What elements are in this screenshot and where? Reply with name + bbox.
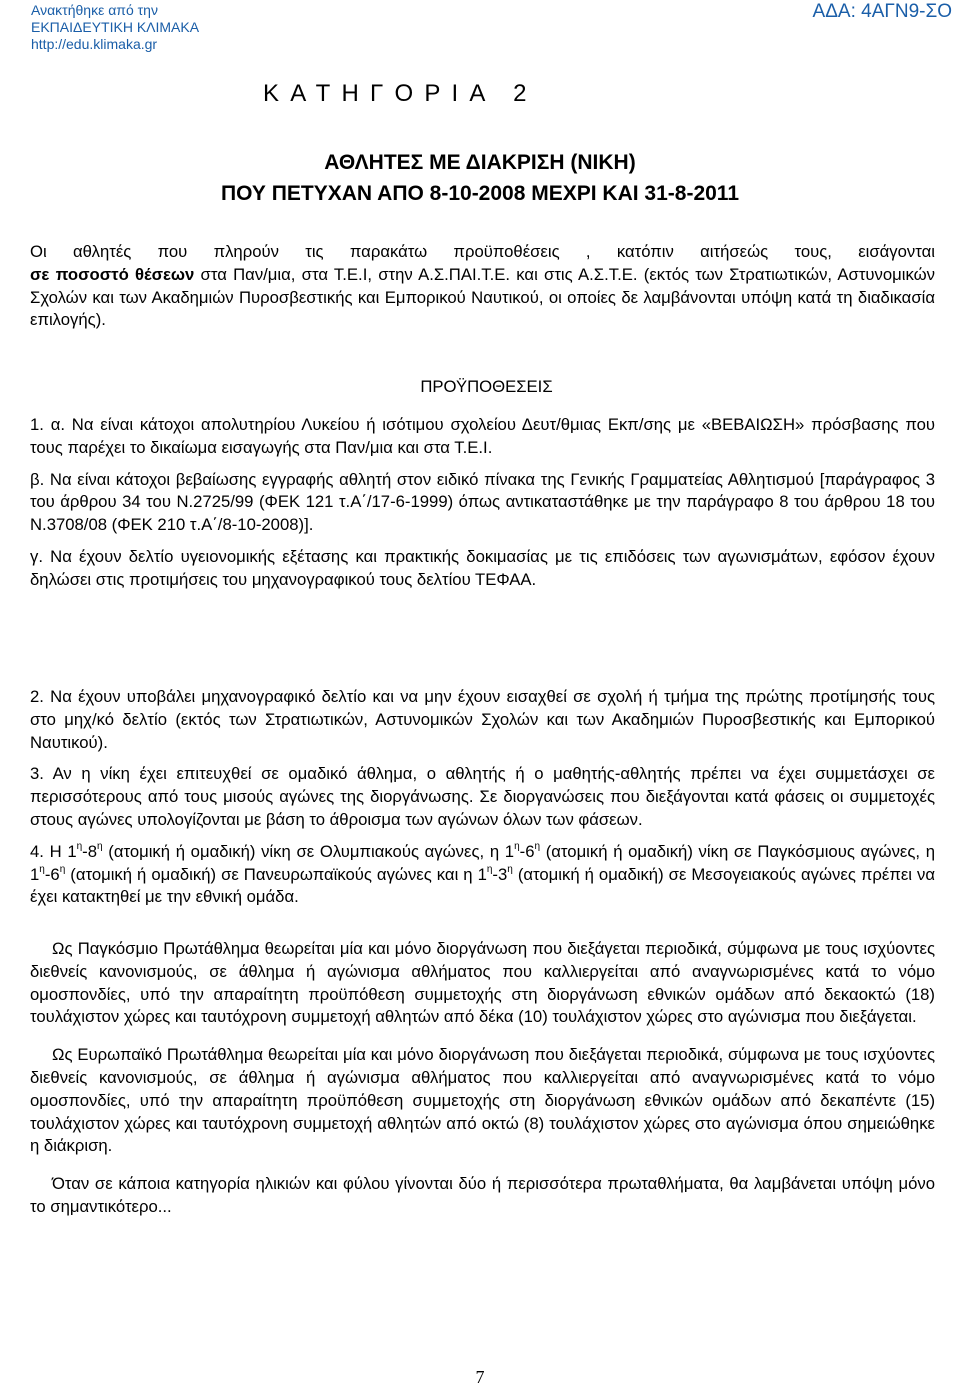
superscript: η (507, 863, 513, 875)
source-attribution (31, 2, 199, 53)
ada-code: ΑΔΑ: 4ΑΓΝ9-ΣΟ (812, 1, 952, 22)
condition-1c: γ. Να έχουν δελτίο υγειονομικής εξέτασης και πρακτικής δοκιμασίας με τις επιδόσεις των αγωνισμάτων, εφόσον έχουν δηλώσει στις προτιμήσεις του μηχανογραφικού τους δελτίου ΤΕΦΑΑ. (30, 546, 935, 589)
intro-paragraph (30, 241, 935, 332)
superscript: η (97, 840, 103, 852)
intro-line-1: Οι αθλητές που πληρούν τις παρακάτω προϋποθέσεις , κατόπιν αιτήσεώς τους, εισάγονται (30, 242, 935, 261)
superscript: η (534, 840, 541, 852)
superscript: η (39, 863, 45, 875)
title-line-1: ΑΘΛΗΤΕΣ ΜΕ ΔΙΑΚΡΙΣΗ (ΝΙΚΗ) (324, 151, 636, 174)
condition-1 (30, 414, 935, 592)
superscript: η (76, 840, 83, 852)
condition-3: 3. Αν η νίκη έχει επιτευχθεί σε ομαδικό άθλημα, ο αθλητής ή ο μαθητής-αθλητής πρέπει να έχει συμμετάσχει σε περισσότερους από τους μισούς αγώνες της διοργάνωσης. Σε διοργανώσεις που διεξάγονται κατά φάσεις οι συμμετοχές στους αγώνες υπολογίζονται με βάση το άθροισμα των αγώνων όλων των φάσεων. (30, 764, 935, 829)
intro-bold: σε ποσοστό θέσεων (30, 264, 195, 284)
definitions (30, 938, 935, 1219)
world-championship-paragraph: Ως Παγκόσμιο Πρωτάθλημα θεωρείται μία και μόνο διοργάνωση που διεξάγεται περιοδικά, σύμφωνα με τους ισχύοντες διεθνείς κανονισμούς, σε άθλημα ή αγώνισμα αθλήματος που καλλιεργείται από αναγνωρισμένες κατά το νόμο ομοσπονδίες, υπό την απαραίτητη προϋπόθεση συμμετοχής στη διοργάνωση εθνικών ομάδων από δεκαοκτώ (18) τουλάχιστον χώρες και ταυτόχρονη συμμετοχή αθλητών από δέκα (10) τουλάχιστον χώρες στο αγώνισμα που διεξάγεται. (30, 939, 935, 1027)
source-line-1: Ανακτήθηκε από την (31, 2, 158, 18)
condition-4: 4. Η $1^\eta-8^\eta$ (ατομική ή ομαδική) νίκη σε Ολυμπιακούς αγώνες, η $1^\eta-6^\eta$ (ατομική ή ομαδική) νίκη σε Παγκόσμιους αγώνες, η $1^\eta-6^\eta$ (ατομική ή ομαδική) σε Πανευρωπαϊκούς αγώνες και η $1^\eta-3^\eta$ (ατομική ή ομαδική) σε Μεσογειακούς αγώνες πρέπει να έχει κατακτηθεί με την εθνική ομάδα. (30, 840, 935, 907)
title-line-2: ΠΟΥ ΠΕΤΥΧΑΝ ΑΠΟ 8-10-2008 ΜΕΧΡΙ ΚΑΙ 31-8-2011 (221, 182, 739, 205)
closing-paragraph: Όταν σε κάποια κατηγορία ηλικιών και φύλου γίνονται δύο ή περισσότερα πρωταθλήματα, θα λαμβάνεται υπόψη μόνο το σημαντικότερο... (30, 1174, 935, 1216)
conditions-heading: ΠΡΟΫΠΟΘΕΣΕΙΣ (420, 377, 553, 396)
superscript: η (514, 840, 520, 852)
condition-1b: β. Να είναι κάτοχοι βεβαίωσης εγγραφής αθλητή στον ειδικό πίνακα της Γενικής Γραμματείας Αθλητισμού [παράγραφος 3 του άρθρου 34 του Ν.2725/99 (ΦΕΚ 121 τ.Α΄/17-6-1999) όπως αντικαταστάθηκε με την παράγραφο 8 του άρθρου 18 του Ν.3708/08 (ΦΕΚ 210 τ.Α΄/8-10-2008)]. (30, 469, 935, 535)
category-heading: ΚΑΤΗΓΟΡΙΑ 2 (263, 80, 538, 107)
source-line-2: ΕΚΠΑΙΔΕΥΤΙΚΗ ΚΛΙΜΑΚΑ (31, 19, 200, 35)
condition-1a: 1. α. Να είναι κάτοχοι απολυτηρίου Λυκείου ή ισότιμου σχολείου Δευτ/θμιας Εκπ/σης με «ΒΕΒΑΙΩΣΗ» πρόσβασης που τους παρέχει το δικαίωμα εισαγωγής στα Παν/μια και στα Τ.Ε.Ι. (30, 415, 935, 457)
european-championship-paragraph: Ως Ευρωπαϊκό Πρωτάθλημα θεωρείται μία και μόνο διοργάνωση που διεξάγεται περιοδικά, σύμφωνα με τους ισχύοντες διεθνείς κανονισμούς, σε άθλημα ή αγώνισμα αθλήματος που καλλιεργείται από αναγνωρισμένες κατά το νόμο ομοσπονδίες, υπό την απαραίτητη προϋπόθεση συμμετοχής στη διοργάνωση εθνικών ομάδων από δεκαπέντε (15) τουλάχιστον χώρες και ταυτόχρονη συμμετοχή αθλητών από οκτώ (8) τουλάχιστον χώρες στο αγώνισμα όπου σημειώθηκε η διάκριση. (30, 1045, 935, 1156)
intro-continuation (30, 264, 935, 332)
document-title (0, 147, 960, 209)
condition-2: 2. Να έχουν υποβάλει μηχανογραφικό δελτίο και να μην έχουν εισαχθεί σε σχολή ή τμήμα της πρώτης προτίμησής τους στο μηχ/κό δελτίο (εκτός των Στρατιωτικών, Αστυνομικών Σχολών και των Ακαδημιών Πυροσβεστικής και Εμπορικού Ναυτικού). (30, 687, 935, 752)
superscript: η (486, 863, 493, 875)
page-number: 7 (475, 1367, 485, 1387)
conditions-rest (30, 686, 935, 918)
superscript: η (59, 863, 66, 875)
intro-rest: στα Παν/μια, στα Τ.Ε.Ι, στην Α.Σ.ΠΑΙ.Τ.Ε. και στις Α.Σ.Τ.Ε. (εκτός των Στρατιωτικών, Αστυνομικών Σχολών και των Ακαδημιών Πυροσβεστικής και Εμπορικού Ναυτικού, οι οποίες δε λαμβάνονται υπόψη κατά τη διαδικασία επιλογής). (30, 264, 935, 330)
source-link[interactable]: http://edu.klimaka.gr (31, 36, 158, 52)
